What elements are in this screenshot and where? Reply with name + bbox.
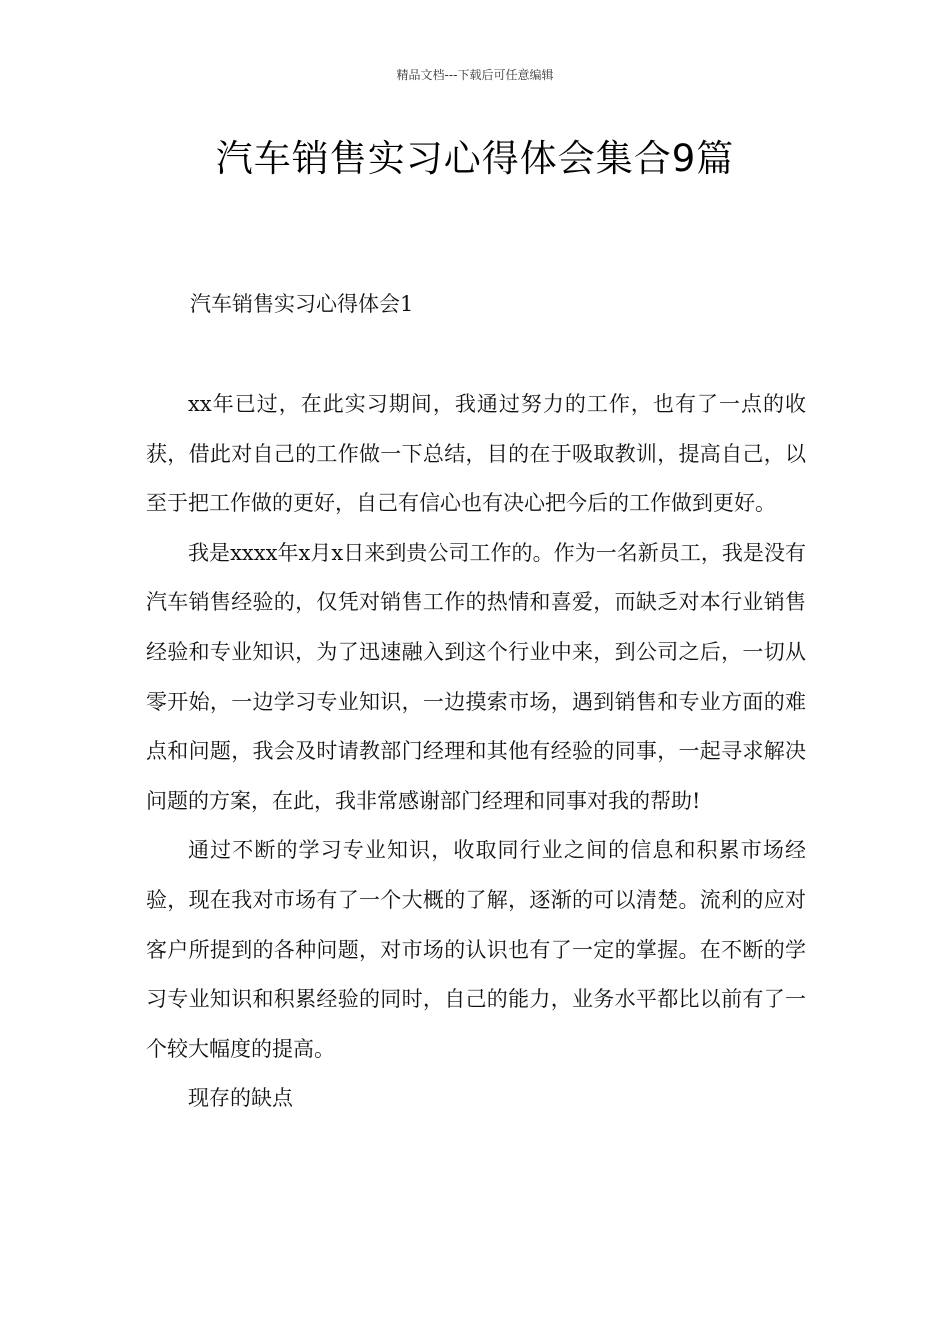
paragraph-3: 通过不断的学习专业知识，收取同行业之间的信息和积累市场经验，现在我对市场有了一个大概的了解，逐渐的可以清楚。流利的应对客户所提到的各种问题，对市场的认识也有了一定的掌握。在不断的学习专业知识和积累经验的同时，自己的能力，业务水平都比以前有了一个较大幅度的提高。: [146, 838, 806, 1061]
document-body: [146, 380, 806, 1124]
document-title: 汽车销售实习心得体会集合9篇: [215, 137, 735, 180]
paragraph-2: 我是xxxx年x月x日来到贵公司工作的。作为一名新员工，我是没有汽车销售经验的，仅凭对销售工作的热情和喜爱，而缺乏对本行业销售经验和专业知识，为了迅速融入到这个行业中来，到公司之后，一切从零开始，一边学习专业知识，一边摸索市场，遇到销售和专业方面的难点和问题，我会及时请教部门经理和其他有经验的同事，一起寻求解决问题的方案，在此，我非常感谢部门经理和同事对我的帮助!: [146, 540, 806, 813]
paragraph-1: xx年已过，在此实习期间，我通过努力的工作，也有了一点的收获，借此对自己的工作做一下总结，目的在于吸取教训，提高自己，以至于把工作做的更好，自己有信心也有决心把今后的工作做到更好。: [146, 392, 806, 516]
paragraph-4-subheading: 现存的缺点: [188, 1086, 293, 1111]
page-header-note: 精品文档---下载后可任意编辑: [396, 68, 554, 82]
section-heading: 汽车销售实习心得体会1: [190, 292, 414, 316]
